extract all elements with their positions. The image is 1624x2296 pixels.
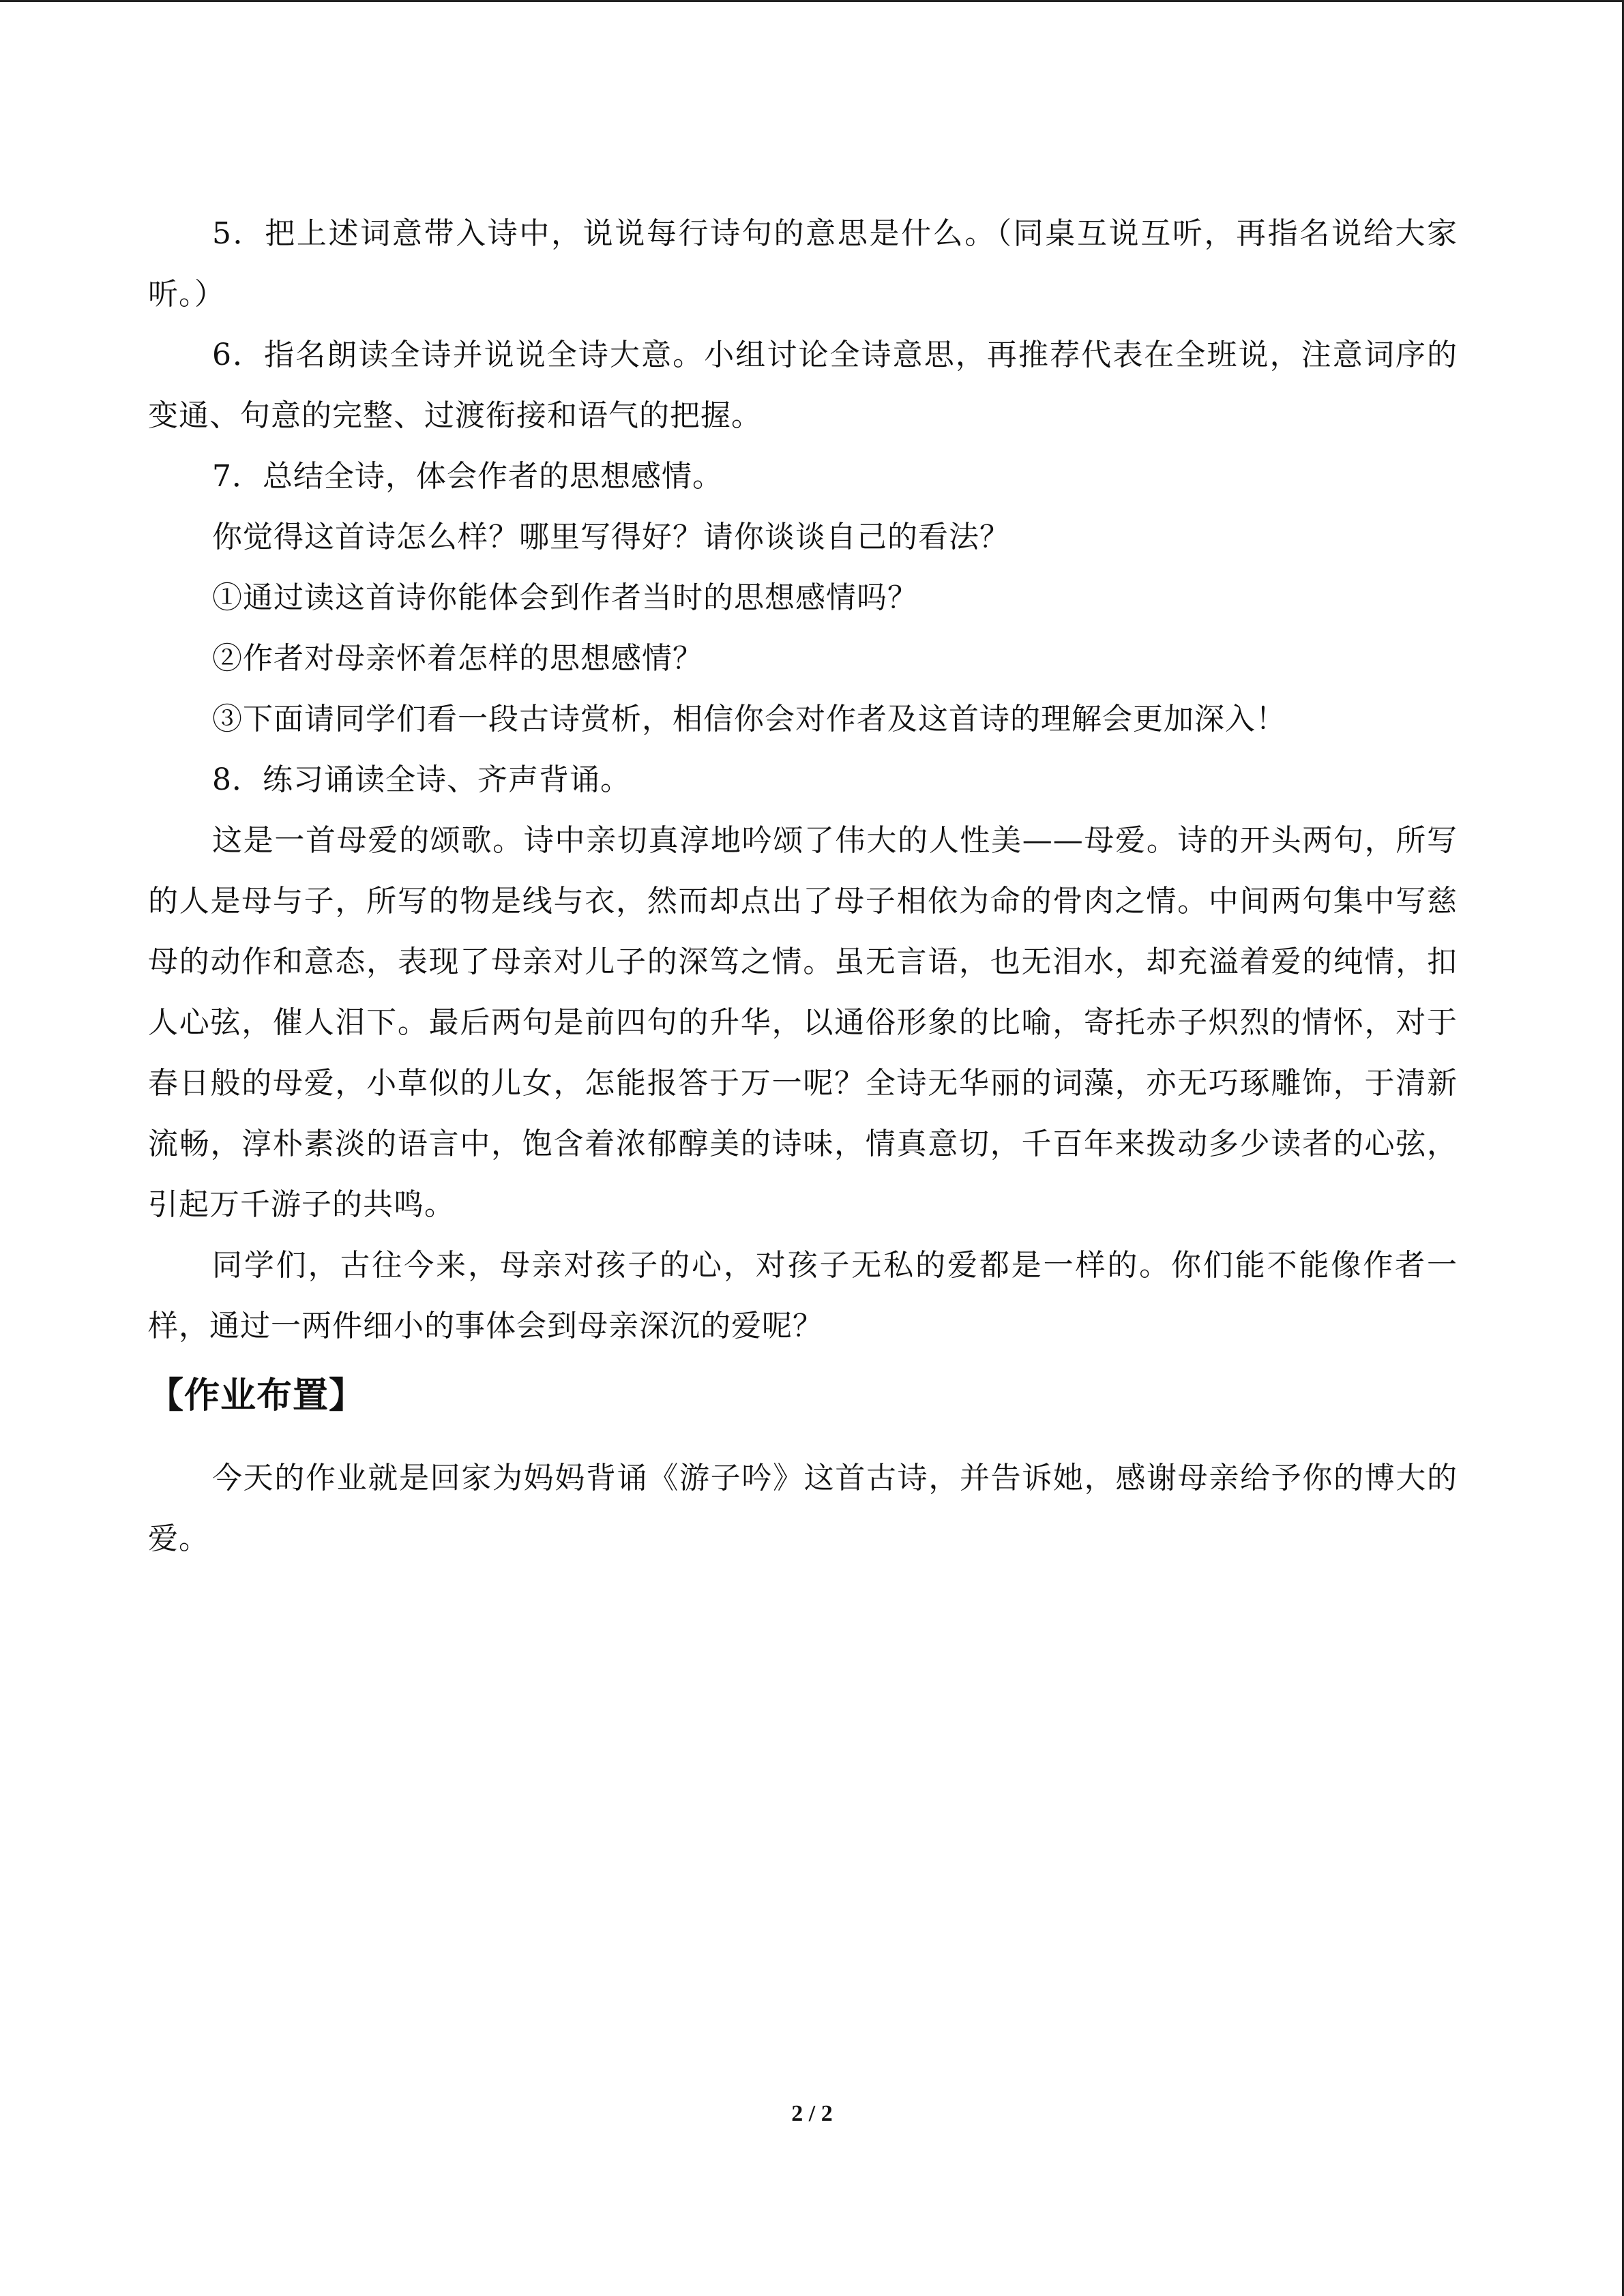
paragraph-question: 你觉得这首诗怎么样？哪里写得好？请你谈谈自己的看法？ [212, 520, 1010, 554]
paragraph-step-8: 8．练习诵读全诗、齐声背诵。 [212, 762, 631, 797]
homework-heading: 【作业布置】 [148, 1375, 366, 1416]
paragraph-question-2: ②作者对母亲怀着怎样的思想感情？ [212, 641, 703, 676]
paragraph-step-5: 5．把上述词意带入诗中，说说每行诗句的意思是什么。（同桌互说互听，再指名说给大家听。） [148, 216, 1458, 312]
paragraph-conclusion: 同学们，古往今来，母亲对孩子的心，对孩子无私的爱都是一样的。你们能不能像作者一样，通过一两件细小的事体会到母亲深沉的爱呢？ [148, 1248, 1458, 1343]
page-number: 2 / 2 [791, 2101, 833, 2126]
paragraph-question-3: ③下面请同学们看一段古诗赏析，相信你会对作者及这首诗的理解会更加深入！ [212, 702, 1286, 736]
paragraph-step-7: 7．总结全诗，体会作者的思想感情。 [212, 459, 723, 494]
paragraph-appreciation: 这是一首母爱的颂歌。诗中亲切真淳地吟颂了伟大的人性美——母爱。诗的开头两句，所写的人是母与子，所写的物是线与衣，然而却点出了母子相依为命的骨肉之情。中间两句集中写慈母的动作和意态，表现了母亲对儿子的深笃之情。虽无言语，也无泪水，却充溢着爱的纯情，扣人心弦，催人泪下。最后两句是前四句的升华，以通俗形象的比喻，寄托赤子炽烈的情怀，对于春日般的母爱，小草似的儿女，怎能报答于万一呢？全诗无华丽的词藻，亦无巧琢雕饰，于清新流畅，淳朴素淡的语言中，饱含着浓郁醇美的诗味，情真意切，千百年来拨动多少读者的心弦，引起万千游子的共鸣。 [148, 823, 1458, 1222]
homework-text: 今天的作业就是回家为妈妈背诵《游子吟》这首古诗，并告诉她，感谢母亲给予你的博大的爱。 [148, 1461, 1458, 1556]
paragraph-question-1: ①通过读这首诗你能体会到作者当时的思想感情吗？ [212, 580, 918, 615]
paragraph-step-6: 6．指名朗读全诗并说说全诗大意。小组讨论全诗意思，再推荐代表在全班说，注意词序的变通、句意的完整、过渡衔接和语气的把握。 [148, 338, 1458, 433]
document-body [148, 203, 1458, 1569]
